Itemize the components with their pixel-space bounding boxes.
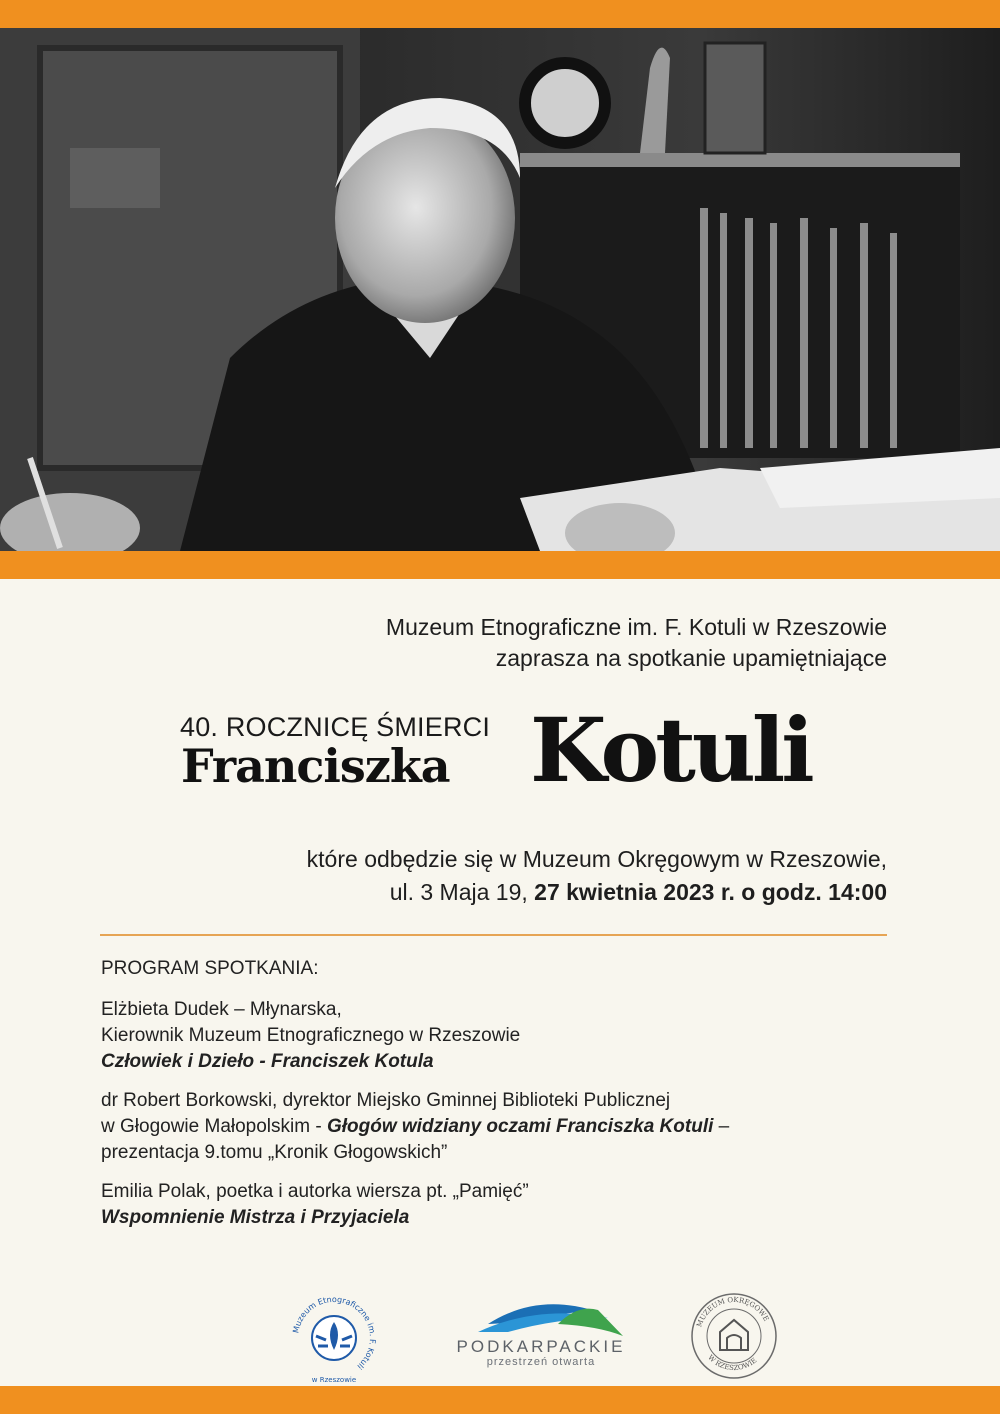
program-heading: PROGRAM SPOTKANIA: — [101, 958, 319, 979]
speaker-role-with-talk — [101, 1114, 901, 1140]
speaker-name: Emilia Polak, poetka i autorka wiersza pt. „Pamięć” — [101, 1181, 529, 1202]
title-first-name: Franciszka — [181, 739, 450, 793]
speaker-name: dr Robert Borkowski, dyrektor Miejsko Gminnej Biblioteki Publicznej — [101, 1090, 671, 1111]
okregowe-city: W RZESZOWIE — [706, 1353, 759, 1373]
speaker-name: Elżbieta Dudek – Młynarska, — [101, 999, 342, 1020]
museum-ring-text: Muzeum Etnograficzne im. F. Kotuli — [291, 1294, 378, 1372]
address-datetime-line — [307, 876, 887, 909]
podkarpackie-wordmark: PODKARPACKIE — [456, 1337, 626, 1356]
okregowe-ring-text: MUZEUM OKRĘGOWE — [695, 1295, 771, 1329]
talk-description: prezentacja 9.tomu „Kronik Głogowskich” — [101, 1142, 448, 1163]
organizer-line: Muzeum Etnograficzne im. F. Kotuli w Rzeszowie — [385, 614, 887, 640]
program-item — [101, 1179, 901, 1231]
address: ul. 3 Maja 19, — [389, 879, 528, 905]
talk-title: Człowiek i Dzieło - Franciszek Kotula — [101, 1051, 434, 1072]
program-item — [101, 1088, 901, 1166]
middle-accent-bar — [0, 551, 1000, 579]
portrait-photo — [0, 28, 1000, 551]
top-accent-bar — [0, 0, 1000, 28]
talk-title: Głogów widziany oczami Franciszka Kotuli — [326, 1116, 714, 1137]
dash-separator: – — [713, 1116, 730, 1137]
museum-city: w Rzeszowie — [311, 1376, 357, 1384]
section-divider — [100, 934, 887, 936]
speaker-role: Kierownik Muzeum Etnograficznego w Rzeszowie — [101, 1025, 521, 1046]
invitation-line: zaprasza na spotkanie upamiętniające — [495, 645, 887, 671]
muzeum-okregowe-logo — [690, 1292, 778, 1380]
svg-text:MUZEUM OKRĘGOWE — [695, 1296, 770, 1328]
event-details — [307, 843, 887, 909]
title-last-name: Kotuli — [530, 698, 811, 802]
speaker-location: w Głogowie Małopolskim - — [101, 1116, 327, 1137]
museum-etnograficzne-logo — [286, 1290, 382, 1386]
program-item — [101, 997, 901, 1075]
partner-logos — [0, 1290, 1000, 1384]
invitation-header — [386, 612, 887, 674]
event-datetime: 27 kwietnia 2023 r. o godz. 14:00 — [534, 879, 887, 905]
podkarpackie-tagline: przestrzeń otwarta — [486, 1356, 596, 1368]
talk-title: Wspomnienie Mistrza i Przyjaciela — [101, 1207, 410, 1228]
venue-line: które odbędzie się w Muzeum Okręgowym w Rzeszowie, — [306, 846, 887, 872]
program-section — [101, 956, 901, 1244]
anniversary-heading: 40. ROCZNICĘ ŚMIERCI — [180, 712, 491, 742]
bottom-accent-bar — [0, 1386, 1000, 1414]
portrait-photo-icon — [0, 28, 1000, 551]
